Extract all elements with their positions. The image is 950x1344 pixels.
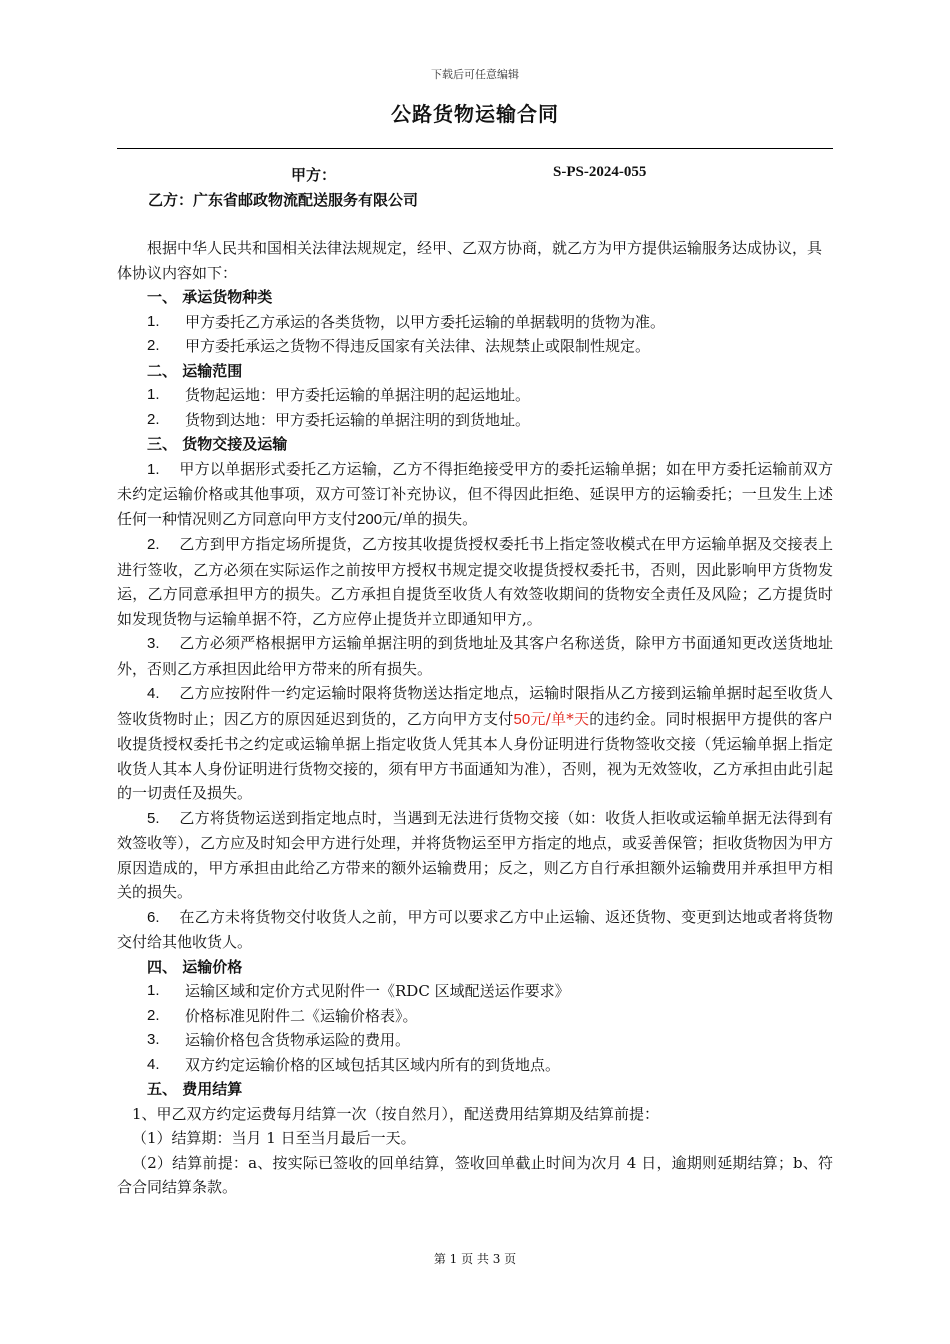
item-number: 1.	[147, 312, 160, 330]
item-number: 2.	[147, 337, 160, 354]
item-text: 运输区域和定价方式见附件一《RDC 区域配送运作要求》	[185, 982, 570, 1000]
document-title: 公路货物运输合同	[391, 102, 559, 126]
item-text: 货物起运地：甲方委托运输的单据注明的起运地址。	[185, 386, 531, 404]
settlement-premise: （2）结算前提：a、按实际已签收的回单结算，签收回单截止时间为次月 4 日，逾期则延期结算；b、符合合同结算条款。	[117, 1153, 833, 1196]
item-number: 2.	[147, 1006, 160, 1024]
section-heading: 三、 货物交接及运输	[147, 435, 288, 453]
loss-amount: 200	[357, 510, 383, 528]
clause-number: 6.	[147, 908, 160, 926]
clause-number: 1.	[147, 460, 160, 478]
item-text: 货物到达地：甲方委托运输的单据注明的到货地址。	[185, 410, 531, 429]
item-number: 2.	[147, 410, 160, 428]
settlement-period: （1）结算期：当月 1 日至当月最后一天。	[132, 1129, 416, 1147]
section-heading: 二、 运输范围	[147, 361, 243, 380]
item-text: 运输价格包含货物承运险的费用。	[185, 1031, 411, 1049]
clause-text: 的违约金。同时根据甲方提供的客户收提货授权委托书之约定或运输单据上指定收货人凭其本人身份证明进行货物签收交接（凭运输单据上指定收货人其本人身份证明进行货物交接的，须有甲方书面通知为准），否则，视为无效签收，乙方承担由此引起的一切责任及损失。	[117, 709, 833, 802]
penalty-amount: 50	[513, 710, 531, 728]
clause-paragraph	[117, 532, 833, 631]
list-item	[117, 1053, 833, 1078]
clause-text: 在乙方未将货物交付收货人之前，甲方可以要求乙方中止运输、返还货物、变更到达地或者将货物交付给其他收货人。	[117, 907, 833, 951]
party-b-label: 乙方：广东省邮政物流配送服务有限公司	[148, 191, 419, 209]
penalty-unit: 元/单*天	[530, 709, 590, 728]
section-heading: 一、 承运货物种类	[147, 288, 273, 306]
clause-text: 元/单的损失。	[382, 509, 478, 528]
item-number: 3.	[147, 1031, 160, 1048]
clause-paragraph	[117, 806, 833, 905]
list-item	[117, 383, 833, 408]
clause-number: 3.	[147, 635, 160, 652]
page-footer: 第 1 页 共 3 页	[433, 1252, 517, 1266]
item-number: 4.	[147, 1055, 160, 1073]
list-item	[117, 1028, 833, 1053]
title-divider	[117, 148, 833, 149]
settlement-line: 1、甲乙双方约定运费每月结算一次（按自然月），配送费用结算期及结算前提：	[132, 1104, 660, 1123]
item-text: 甲方委托承运之货物不得违反国家有关法律、法规禁止或限制性规定。	[185, 337, 651, 355]
party-a-label: 甲方：	[291, 166, 337, 184]
clause-paragraph	[117, 681, 833, 806]
clause-number: 5.	[147, 809, 160, 827]
list-item	[117, 408, 833, 433]
item-text: 甲方委托乙方承运的各类货物，以甲方委托运输的单据载明的货物为准。	[185, 312, 666, 331]
clause-paragraph	[117, 631, 833, 681]
clause-text: 乙方到甲方指定场所提货，乙方按其收提货授权委托书上指定签收模式在甲方运输单据及交接表上进行签收，乙方必须在实际运作之前按甲方授权书规定提交收提货授权委托书，否则，因此影响甲方货物发运，乙方同意承担甲方的损失。乙方承担自提货至收货人有效签收期间的货物安全责任及风险；乙方提货时如发现货物与运输单据不符，乙方应停止提货并立即通知甲方,。	[117, 535, 833, 628]
section-heading: 五、 费用结算	[147, 1080, 243, 1098]
clause-text: 乙方应按附件一约定运输时限将货物送达指定地点，运输时限指从乙方接到运输单据时起至收货人签收货物时止；因乙方的原因延迟到货的，乙方向甲方支付	[117, 684, 833, 728]
intro-paragraph: 根据中华人民共和国相关法律法规规定，经甲、乙双方协商，就乙方为甲方提供运输服务达成协议，具体协议内容如下：	[117, 239, 823, 282]
list-item	[117, 334, 833, 359]
clause-number: 4.	[147, 685, 160, 702]
section-heading: 四、 运输价格	[147, 957, 243, 976]
clause-paragraph	[117, 457, 833, 533]
contract-number: S-PS-2024-055	[553, 164, 647, 180]
header-note: 下载后可任意编辑	[431, 68, 519, 81]
item-text: 双方约定运输价格的区域包括其区域内所有的到货地点。	[185, 1055, 561, 1074]
clause-paragraph	[117, 905, 833, 955]
clause-text: 甲方以单据形式委托乙方运输，乙方不得拒绝接受甲方的委托运输单据；如在甲方委托运输前双方未约定运输价格或其他事项，双方可签订补充协议，但不得因此拒绝、延误甲方的运输委托；一旦发生上述任何一种情况则乙方同意向甲方支付	[117, 459, 833, 528]
list-item	[117, 1004, 833, 1029]
list-item	[117, 310, 833, 335]
clause-text: 乙方将货物运送到指定地点时，当遇到无法进行货物交接（如：收货人拒收或运输单据无法得到有效签收等），乙方应及时知会甲方进行处理，并将货物运至甲方指定的地点，或妥善保管；拒收货物因为甲方原因造成的，甲方承担由此给乙方带来的额外运输费用；反之，则乙方自行承担额外运输费用并承担甲方相关的损失。	[117, 808, 833, 901]
contract-body	[117, 236, 833, 1200]
item-number: 1.	[147, 982, 160, 999]
clause-number: 2.	[147, 536, 160, 553]
item-text: 价格标准见附件二《运输价格表》。	[185, 1006, 418, 1025]
clause-text: 乙方必须严格根据甲方运输单据注明的到货地址及其客户名称送货，除甲方书面通知更改送货地址外，否则乙方承担因此给甲方带来的所有损失。	[117, 634, 833, 678]
list-item	[117, 979, 833, 1004]
item-number: 1.	[147, 386, 160, 403]
